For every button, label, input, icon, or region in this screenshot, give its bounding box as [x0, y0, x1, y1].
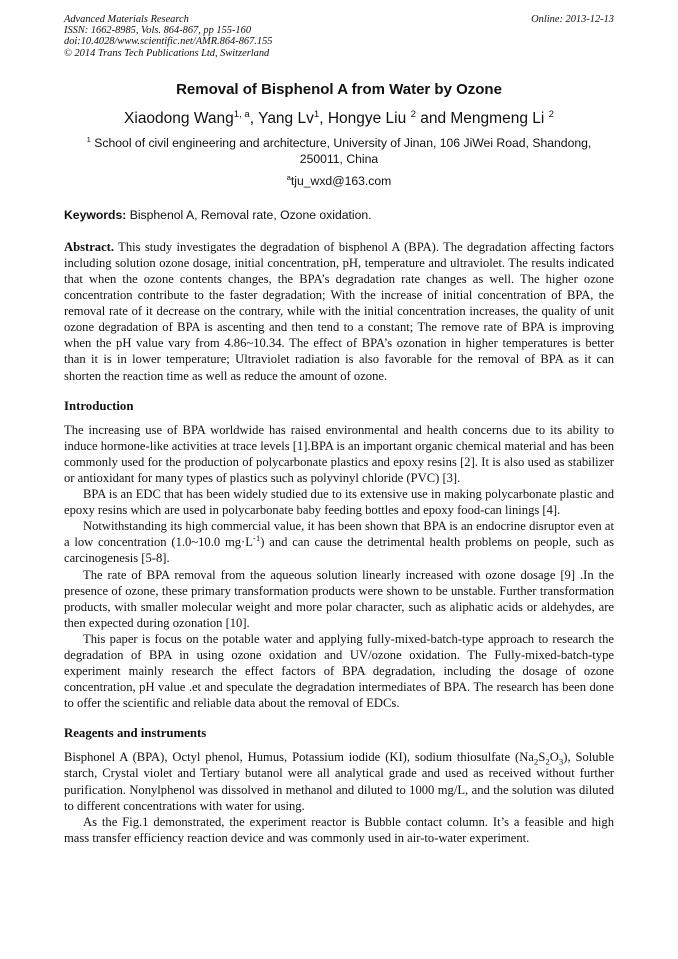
issn-line: ISSN: 1662-8985, Vols. 864-867, pp 155-160	[64, 25, 252, 37]
paragraph-text: ), Soluble starch, Crystal violet and Tertiary butanol were all analytical grade and used as received without further purification. Nonylphenol was dissolved in methanol and diluted to 1000 mg/L, and the solution was diluted to different concentrations with water for using.	[64, 750, 614, 813]
author-affiliation-mark: 1, a	[233, 108, 250, 120]
email-mark: a	[286, 172, 291, 182]
author-separator: and	[415, 109, 451, 127]
subscript: 3	[558, 756, 564, 767]
author-name: Yang Lv	[258, 109, 314, 127]
superscript: -1	[252, 533, 261, 544]
abstract-label: Abstract.	[64, 239, 115, 254]
subscript: 2	[545, 756, 550, 767]
paragraph-text: Bisphonel A (BPA), Octyl phenol, Humus, Potassium iodide (KI), sodium thiosulfate (Na	[64, 750, 534, 765]
keywords-text: Bisphenol A, Removal rate, Ozone oxidation.	[126, 207, 372, 222]
author-name: Xiaodong Wang	[124, 109, 234, 127]
abstract-text: This study investigates the degradation of bisphenol A (BPA). The degradation affecting factors including solution ozone dosage, initial concentration, pH, temperature and ultraviolet. The results indicated that when the ozone contents changes, the BPA’s degradation rate changes as well. The higher ozone concentration contribute to the faster degradation; With the increase of initial concentration of BPA, the removal rate of it decrease on the contrary, while with the initial concentration increases, the quality of unit ozone degradation of BPA is ascenting and then tend to a constant; The remove rate of BPA is improving when the pH value vary from 4.86~10.34. The effect of BPA’s ozonation in higher temperatures is better than it is in lower temperature; Ultraviolet radiation is also favorable for the removal of BPA as it can shorten the reaction time as well as reduce the amount of ozone.	[64, 239, 614, 383]
author-separator: ,	[249, 109, 259, 127]
journal-header	[64, 14, 614, 59]
author-name: Hongye Liu	[327, 109, 411, 127]
author-affiliation-mark: 2	[410, 108, 416, 120]
abstract	[64, 239, 614, 384]
keywords	[64, 207, 614, 223]
author-separator: ,	[319, 109, 328, 127]
keywords-label: Keywords:	[64, 207, 127, 222]
paragraph: BPA is an EDC that has been widely studied due to its extensive use in making polycarbonate plastic and epoxy resins which are used in polycarbonate baby feeding bottles and epoxy food-can linings [4].	[64, 487, 614, 518]
paragraph: The increasing use of BPA worldwide has raised environmental and health concerns due to its ability to induce hormone-like activities at trace levels [1].BPA is an important organic chemical material and has been commonly used for the production of polycarbonate plastics and epoxy resins [2]. It is also used as stabilizer or antioxidant for many types of plastics such as polyvinyl chloride (PVC) [3].	[64, 422, 614, 485]
paragraph	[64, 749, 614, 813]
paragraph: The rate of BPA removal from the aqueous solution linearly increased with ozone dosage [9] .In the presence of ozone, these primary transformation products were shown to be unstable. Further transformation products, with smaller molecular weight and more polar character, such as aliphatic acids or aldehydes, are then expected during ozonation [10].	[64, 567, 614, 630]
section-heading-introduction: Introduction	[64, 398, 134, 413]
author-email	[64, 173, 614, 189]
paragraph-text: S	[538, 750, 546, 765]
affiliation	[64, 135, 614, 167]
copyright-line: © 2014 Trans Tech Publications Ltd, Switzerland	[64, 47, 270, 59]
author-affiliation-mark: 1	[313, 108, 320, 120]
paragraph: As the Fig.1 demonstrated, the experiment reactor is Bubble contact column. It’s a feasible and high mass transfer efficiency reaction device and was commonly used in air-to-water experiment.	[64, 814, 614, 845]
section-heading-reagents: Reagents and instruments	[64, 726, 207, 741]
author-list	[64, 109, 614, 129]
doi-line: doi:10.4028/www.scientific.net/AMR.864-867.155	[64, 36, 273, 48]
paragraph-text: Notwithstanding its high commercial value, it has been shown that BPA is an endocrine disruptor even at a low concentration (1.0~10.0 mg·L	[64, 519, 614, 550]
email-text: tju_wxd@163.com	[290, 173, 392, 188]
paragraph-text: ) and can cause the detrimental health problems on people, such as carcinogenesis [5-8].	[64, 535, 614, 566]
affiliation-mark: 1	[86, 134, 91, 144]
author-name: Mengmeng Li	[450, 109, 549, 127]
paragraph-text: O	[549, 750, 559, 765]
body-text	[64, 398, 614, 846]
paper-title: Removal of Bisphenol A from Water by Ozone	[176, 80, 502, 98]
subscript: 2	[533, 756, 539, 767]
journal-name: Advanced Materials Research	[64, 14, 189, 25]
paragraph	[64, 518, 614, 566]
paragraph: This paper is focus on the potable water and applying fully-mixed-batch-type approach to research the degradation of BPA in using ozone oxidation and UV/ozone oxidation. The Fully-mixed-batch-type experiment mainly research the effect factors of BPA degradation, including the dosage of ozone concentration, pH value .et and speculate the degradation intermediates of BPA. The research has been done to offer the scientific and reliable data about the removal of EDCs.	[64, 631, 614, 711]
author-affiliation-mark: 2	[548, 108, 554, 120]
affiliation-text: School of civil engineering and architecture, University of Jinan, 106 JiWei Road, Shandong, 250011, China	[90, 135, 592, 166]
online-date: Online: 2013-12-13	[531, 14, 614, 25]
